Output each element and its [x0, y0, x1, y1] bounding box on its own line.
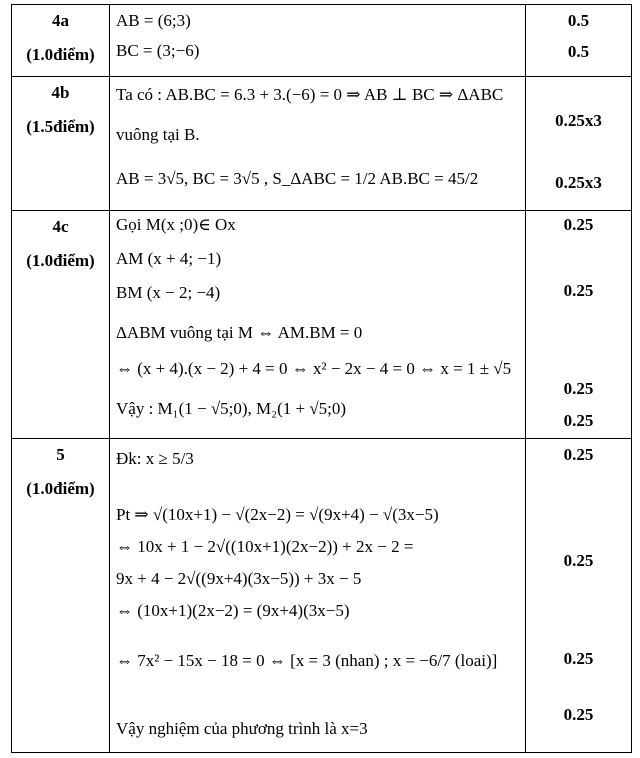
score-cell	[526, 211, 632, 439]
solution-line: AB = (6;3)	[116, 11, 191, 30]
score: 0.25x3	[555, 173, 602, 192]
question-label: 4c	[52, 217, 69, 236]
score: 0.25	[563, 215, 594, 234]
solution-cell	[110, 211, 526, 439]
question-cell	[12, 77, 110, 211]
question-cell	[12, 211, 110, 439]
grading-table	[11, 4, 632, 753]
solution-line: BC = (3;−6)	[116, 41, 200, 60]
question-cell	[12, 439, 110, 753]
score: 0.25	[563, 411, 594, 430]
solution-line: ⇔ 7x² − 15x − 18 = 0 ⇔ [x = 3 (nhan) ; x = −6/7 (loai)]	[116, 651, 498, 670]
solution-line: ⇔ 10x + 1 − 2√((10x+1)(2x−2)) + 2x − 2 =	[116, 537, 414, 556]
score: 0.5	[567, 11, 590, 30]
question-points: (1.0điểm)	[26, 251, 95, 270]
solution-line: Đk: x ≥ 5/3	[116, 449, 194, 468]
score-cell	[526, 77, 632, 211]
solution-line: BM (x − 2; −4)	[116, 283, 221, 302]
score: 0.25	[563, 281, 594, 300]
question-points: (1.0điểm)	[26, 45, 95, 64]
solution-line: ΔABM vuông tại M ⇔ AM.BM = 0	[116, 323, 363, 342]
table-row	[12, 211, 632, 439]
score: 0.25	[563, 649, 594, 668]
solution-line: ⇔ (x + 4).(x − 2) + 4 = 0 ⇔ x² − 2x − 4 = 0 ⇔ x = 1 ± √5	[116, 359, 512, 378]
solution-line: Vậy nghiệm của phương trình là x=3	[116, 719, 368, 738]
score: 0.25x3	[555, 111, 602, 130]
score-cell	[526, 439, 632, 753]
solution-cell	[110, 439, 526, 753]
question-label: 5	[56, 445, 65, 464]
question-label: 4b	[51, 83, 70, 102]
question-points: (1.5điểm)	[26, 117, 95, 136]
solution-line: 9x + 4 − 2√((9x+4)(3x−5)) + 3x − 5	[116, 569, 362, 588]
solution-line: AM (x + 4; −1)	[116, 249, 222, 268]
solution-line: AB = 3√5, BC = 3√5 , S_ΔABC = 1/2 AB.BC = 45/2	[116, 169, 479, 188]
table-row	[12, 77, 632, 211]
solution-line: Pt ⇒ √(10x+1) − √(2x−2) = √(9x+4) − √(3x−5)	[116, 505, 439, 524]
question-cell	[12, 5, 110, 77]
score: 0.25	[563, 705, 594, 724]
score: 0.25	[563, 379, 594, 398]
score-cell	[526, 5, 632, 77]
solution-line: ⇔ (10x+1)(2x−2) = (9x+4)(3x−5)	[116, 601, 350, 620]
solution-line: Vậy : M₁(1 − √5;0), M₂(1 + √5;0)	[116, 399, 347, 418]
question-points: (1.0điểm)	[26, 479, 95, 498]
table-row	[12, 5, 632, 77]
solution-line: Gọi M(x ;0)∈ Ox	[116, 215, 236, 234]
score: 0.5	[567, 42, 590, 61]
score: 0.25	[563, 445, 594, 464]
solution-cell	[110, 77, 526, 211]
table-row	[12, 439, 632, 753]
question-label: 4a	[52, 11, 69, 30]
solution-cell	[110, 5, 526, 77]
score: 0.25	[563, 551, 594, 570]
solution-line: Ta có : AB.BC = 6.3 + 3.(−6) = 0 ⇒ AB ⊥ BC ⇒ ΔABC	[116, 85, 504, 104]
solution-line: vuông tại B.	[116, 125, 200, 144]
